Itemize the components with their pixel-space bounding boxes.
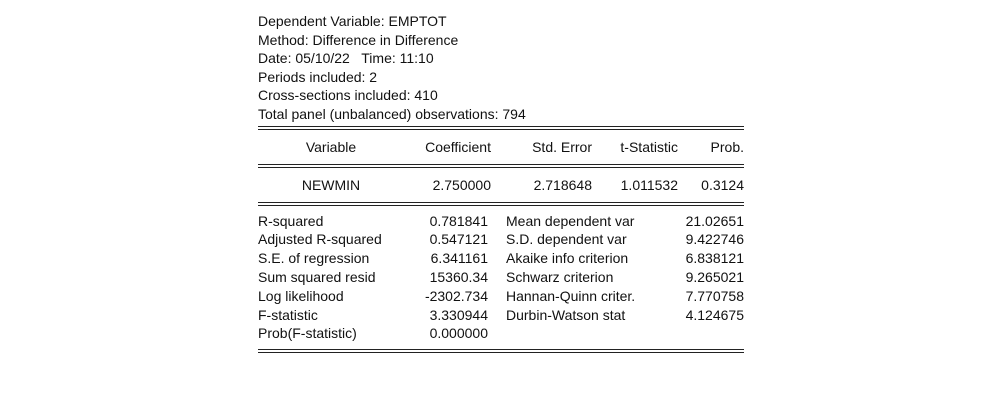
stat-value: 4.124675 — [685, 306, 744, 323]
stat-label: Akaike info criterion — [506, 250, 629, 267]
coefficient-table — [258, 130, 744, 164]
table-row — [258, 168, 744, 202]
stat-label: Mean dependent var — [506, 212, 635, 229]
stat-value: 15360.34 — [429, 268, 488, 285]
column-header-t-statistic: t-Statistic — [620, 138, 678, 155]
table-bottom-rule — [258, 349, 744, 353]
stat-label: Adjusted R-squared — [258, 231, 382, 248]
stats-row — [258, 212, 744, 231]
coefficient-table-header — [258, 130, 744, 164]
column-header-coefficient: Coefficient — [425, 138, 491, 155]
coefficient-value: 2.750000 — [432, 176, 491, 193]
stat-label: Sum squared resid — [258, 268, 376, 285]
stat-value: 9.422746 — [685, 231, 744, 248]
cross-sections-line: Cross-sections included: 410 — [258, 87, 438, 104]
stat-label: Prob(F-statistic) — [258, 325, 357, 342]
stat-value: 7.770758 — [685, 287, 744, 304]
stat-label: R-squared — [258, 212, 324, 229]
stat-value: 6.838121 — [685, 250, 744, 267]
t-statistic-value: 1.011532 — [620, 176, 678, 193]
dependent-variable-line: Dependent Variable: EMPTOT — [258, 13, 447, 29]
stats-row — [258, 287, 744, 306]
stat-value: 0.781841 — [429, 212, 488, 229]
stats-row — [258, 324, 744, 343]
method-line: Method: Difference in Difference — [258, 31, 459, 48]
summary-statistics — [258, 212, 744, 344]
stats-row — [258, 249, 744, 268]
estimation-output — [258, 12, 744, 353]
stat-label: Hannan-Quinn criter. — [506, 287, 636, 304]
stat-label: S.E. of regression — [258, 250, 370, 267]
prob-value: 0.3124 — [701, 176, 744, 193]
column-header-variable: Variable — [305, 138, 357, 155]
stat-label: Schwarz criterion — [506, 268, 614, 285]
stats-row — [258, 230, 744, 249]
stat-value: -2302.734 — [424, 287, 488, 304]
periods-line: Periods included: 2 — [258, 68, 378, 85]
column-header-std-error: Std. Error — [532, 138, 592, 155]
std-error-value: 2.718648 — [533, 176, 592, 193]
variable-name: NEWMIN — [301, 176, 361, 193]
stats-row — [258, 306, 744, 325]
stat-label: S.D. dependent var — [506, 231, 627, 248]
stat-value: 9.265021 — [685, 268, 744, 285]
stat-label: Durbin-Watson stat — [506, 306, 626, 323]
observations-line: Total panel (unbalanced) observations: 794 — [258, 105, 526, 122]
stat-value: 0.000000 — [429, 325, 488, 342]
stat-value: 6.341161 — [430, 250, 488, 267]
stats-row — [258, 268, 744, 287]
stat-label: Log likelihood — [258, 287, 344, 304]
coefficient-rows — [258, 168, 744, 202]
date-time-line: Date: 05/10/22 Time: 11:10 — [258, 50, 434, 67]
table-mid-rule — [258, 202, 744, 206]
stat-value: 0.547121 — [429, 231, 488, 248]
column-header-prob: Prob. — [710, 138, 744, 155]
stat-label: F-statistic — [258, 306, 318, 323]
stat-value: 21.02651 — [685, 212, 744, 229]
stat-value: 3.330944 — [429, 306, 488, 323]
